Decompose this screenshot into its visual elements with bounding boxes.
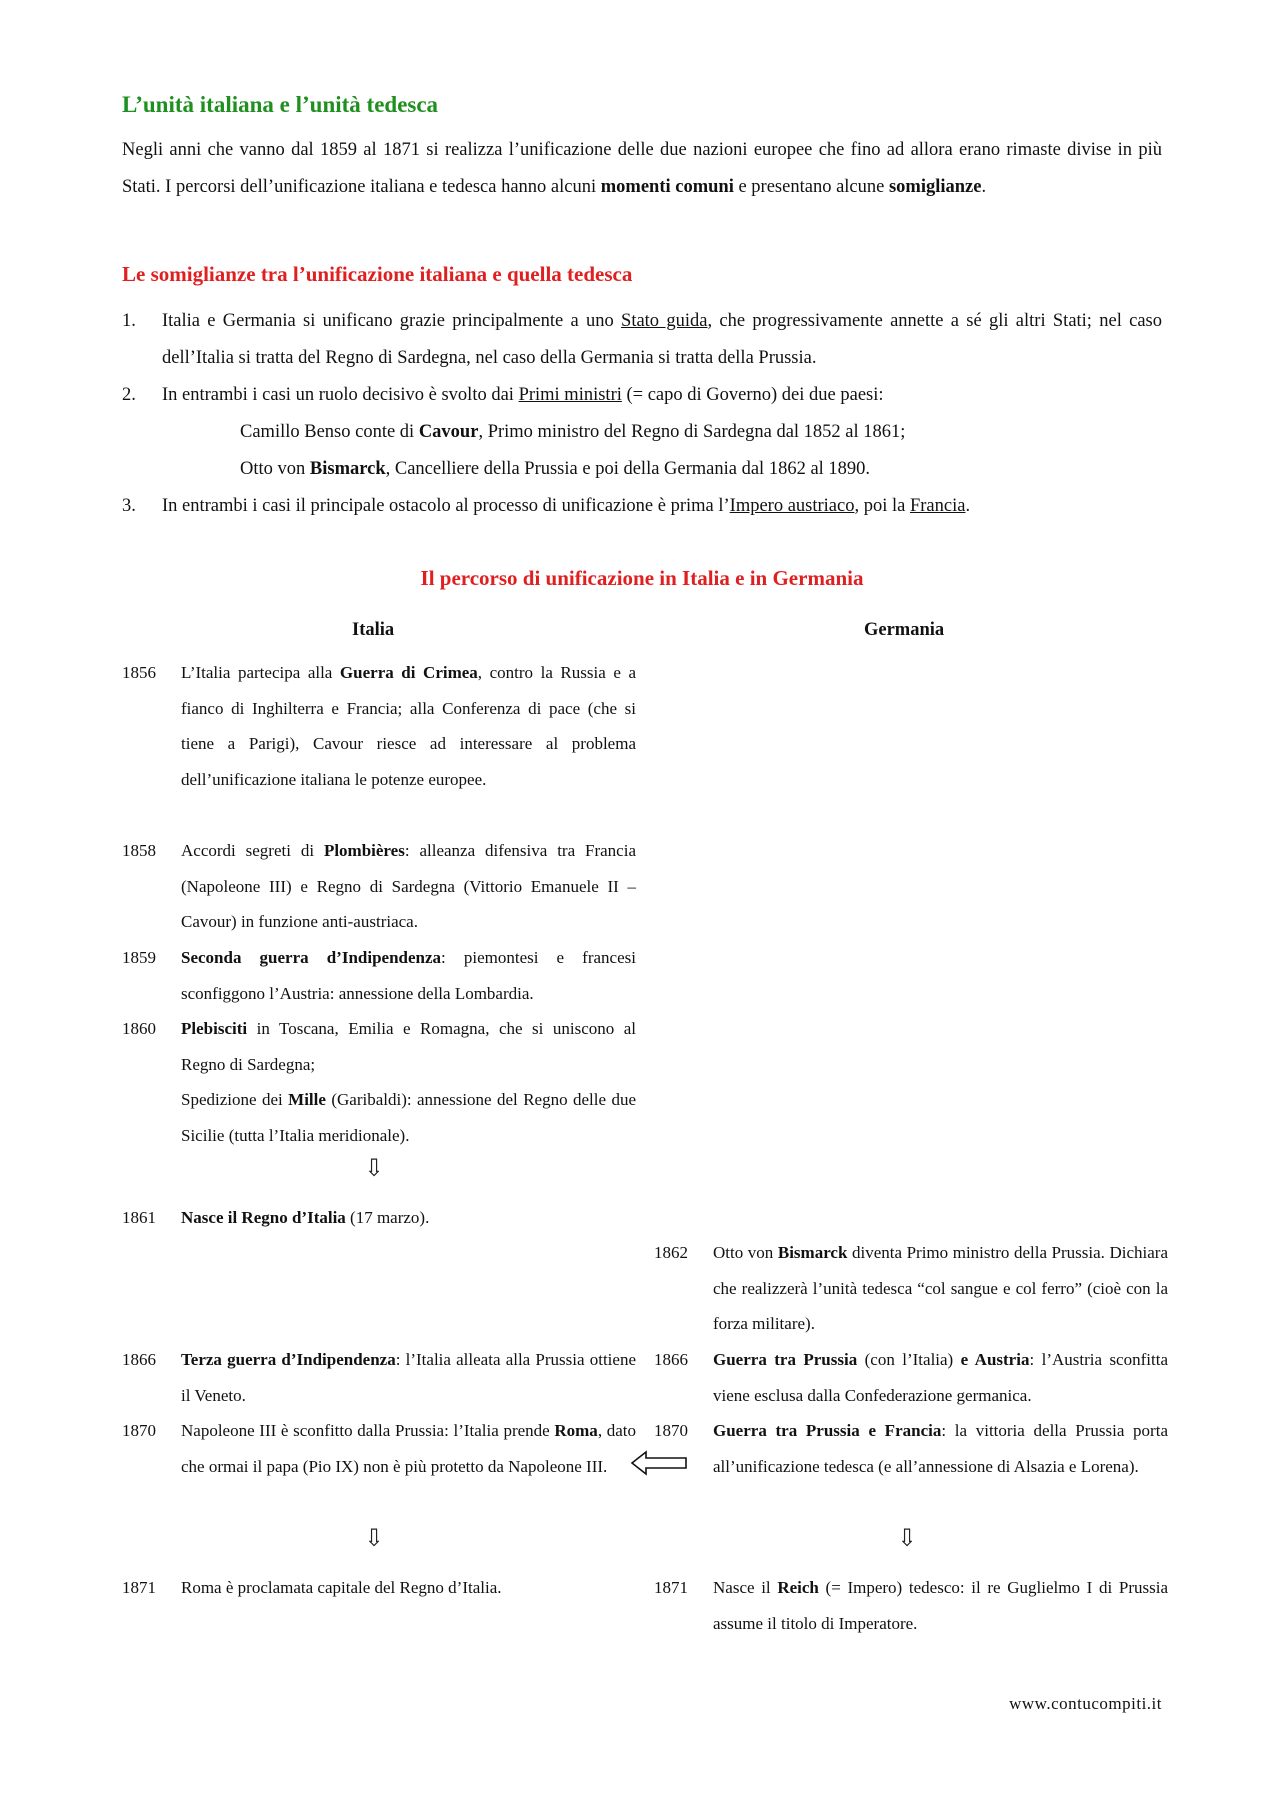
entry-span: Spedizione dei bbox=[181, 1090, 289, 1109]
list-item bbox=[122, 303, 1162, 377]
list-item bbox=[122, 377, 1162, 488]
sub-text: , Cancelliere della Prussia e poi della Germania dal 1862 al 1890. bbox=[385, 459, 871, 479]
entry-bold: Mille bbox=[288, 1090, 326, 1109]
page-title: L’unità italiana e l’unità tedesca bbox=[122, 92, 439, 117]
column-header-italia: Italia bbox=[352, 620, 395, 640]
entry-span: (= Impero) tedesco: il re Guglielmo I di Prussia assume il titolo di Imperatore. bbox=[713, 1578, 1168, 1633]
year-label: 1871 bbox=[122, 1578, 156, 1597]
list-number: 1. bbox=[122, 311, 136, 331]
entry-span: : alleanza difensiva tra Francia (Napoleone III) e Regno di Sardegna (Vittorio Emanuele II – Cavour) in funzione anti-austriaca. bbox=[181, 841, 636, 931]
list-number: 3. bbox=[122, 496, 136, 516]
sub-bold: Cavour bbox=[418, 422, 479, 442]
sub-text: Otto von bbox=[240, 459, 310, 479]
list-text: (= capo di Governo) dei due paesi: bbox=[621, 385, 884, 405]
list-item bbox=[122, 488, 1162, 525]
entry-bold: Guerra di Crimea bbox=[339, 663, 478, 682]
intro-paragraph bbox=[122, 132, 1162, 206]
entry-bold: Plebisciti bbox=[181, 1019, 248, 1038]
entry-span: : piemontesi e francesi sconfiggono l’Austria: annessione della Lombardia. bbox=[181, 948, 636, 1003]
year-label: 1870 bbox=[654, 1421, 688, 1440]
year-label: 1861 bbox=[122, 1208, 156, 1227]
down-arrow-icon: ⇩ bbox=[897, 1526, 918, 1552]
similarities-list bbox=[122, 303, 1162, 525]
entry-bold: Seconda guerra d’Indipendenza bbox=[181, 948, 442, 967]
sub-text: Camillo Benso conte di bbox=[240, 422, 419, 442]
similarities-heading: Le somiglianze tra l’unificazione italiana e quella tedesca bbox=[122, 262, 633, 286]
year-label: 1871 bbox=[654, 1578, 688, 1597]
sub-item-bismarck bbox=[162, 451, 1162, 488]
list-text: In entrambi i casi un ruolo decisivo è svolto dai bbox=[162, 385, 519, 405]
entry-text bbox=[713, 1342, 1168, 1413]
intro-text: Negli anni che vanno dal 1859 al 1871 si realizza l’unificazione delle due nazioni europee che fino ad allora erano rimaste divise in più Stati. I percorsi dell’unificazione italiana e tedesca hanno alcuni bbox=[122, 140, 1162, 197]
entry-bold: Guerra tra Prussia bbox=[713, 1350, 858, 1369]
sub-bold: Bismarck bbox=[309, 459, 386, 479]
entry-bold: e Austria bbox=[960, 1350, 1030, 1369]
entry-bold: Terza guerra d’Indipendenza bbox=[181, 1350, 396, 1369]
entry-span: (con l’Italia) bbox=[857, 1350, 961, 1369]
column-header-germania: Germania bbox=[864, 620, 945, 640]
entry-span: diventa Primo ministro della Prussia. Dichiara che realizzerà l’unità tedesca “col sangue e col ferro” (cioè con la forza militare). bbox=[713, 1243, 1168, 1333]
entry-text bbox=[181, 940, 636, 1011]
list-text: , che progressivamente annette a sé gli altri Stati; nel caso dell’Italia si tratta del Regno di Sardegna, nel caso della Germania si tratta della Prussia. bbox=[162, 311, 1162, 368]
year-label: 1870 bbox=[122, 1421, 156, 1440]
entry-bold: Reich bbox=[777, 1578, 819, 1597]
sub-text: , Primo ministro del Regno di Sardegna dal 1852 al 1861; bbox=[478, 422, 906, 442]
intro-text: e presentano alcune bbox=[733, 177, 889, 197]
entry-bold: Nasce il Regno d’Italia bbox=[181, 1208, 346, 1227]
underlined-term: Francia bbox=[909, 496, 966, 516]
path-heading: Il percorso di unificazione in Italia e in Germania bbox=[420, 566, 864, 590]
entry-span: L’Italia partecipa alla bbox=[181, 663, 340, 682]
year-label: 1860 bbox=[122, 1019, 156, 1038]
entry-bold: Roma bbox=[554, 1421, 598, 1440]
entry-text bbox=[181, 833, 636, 940]
year-label: 1859 bbox=[122, 948, 156, 967]
list-text: . bbox=[965, 496, 971, 516]
year-label: 1858 bbox=[122, 841, 156, 860]
underlined-term: Impero austriaco bbox=[729, 496, 855, 516]
year-label: 1856 bbox=[122, 663, 156, 682]
underlined-term: Primi ministri bbox=[518, 385, 622, 405]
intro-bold: momenti comuni bbox=[600, 177, 734, 197]
intro-bold: somiglianze bbox=[888, 177, 982, 197]
entry-bold: Guerra tra Prussia e Francia bbox=[713, 1421, 942, 1440]
down-arrow-icon: ⇩ bbox=[364, 1156, 385, 1182]
down-arrow-icon: ⇩ bbox=[364, 1526, 385, 1552]
entry-span: (Garibaldi): annessione del Regno delle due Sicilie (tutta l’Italia meridionale). bbox=[181, 1090, 636, 1145]
footer-url: www.contucompiti.it bbox=[1009, 1694, 1162, 1713]
entry-span: Napoleone III è sconfitto dalla Prussia: l’Italia prende bbox=[181, 1421, 555, 1440]
entry-span: , dato che ormai il papa (Pio IX) non è più protetto da Napoleone III. bbox=[181, 1421, 636, 1476]
entry-span: (17 marzo). bbox=[345, 1208, 430, 1227]
entry-bold: Bismarck bbox=[777, 1243, 848, 1262]
left-arrow-icon bbox=[630, 1450, 688, 1476]
year-label: 1866 bbox=[122, 1350, 156, 1369]
entry-span: : la vittoria della Prussia porta all’unificazione tedesca (e all’annessione di Alsazia e Lorena). bbox=[713, 1421, 1168, 1476]
entry-bold: Plombières bbox=[323, 841, 405, 860]
entry-text: Roma è proclamata capitale del Regno d’Italia. bbox=[181, 1578, 502, 1597]
entry-span: , contro la Russia e a fianco di Inghilterra e Francia; alla Conferenza di pace (che si tiene a Parigi), Cavour riesce ad interessare al problema dell’unificazione italiana le potenze europee. bbox=[181, 663, 636, 789]
entry-span: in Toscana, Emilia e Romagna, che si uniscono al Regno di Sardegna; bbox=[181, 1019, 636, 1074]
entry-span: : l’Austria sconfitta viene esclusa dalla Confederazione germanica. bbox=[713, 1350, 1168, 1405]
entry-span: Accordi segreti di bbox=[181, 841, 324, 860]
entry-span: : l’Italia alleata alla Prussia ottiene il Veneto. bbox=[181, 1350, 636, 1405]
year-label: 1862 bbox=[654, 1243, 688, 1262]
year-label: 1866 bbox=[654, 1350, 688, 1369]
entry-text bbox=[181, 1011, 636, 1153]
entry-text bbox=[181, 1200, 636, 1236]
entry-text bbox=[181, 1342, 636, 1413]
list-number: 2. bbox=[122, 385, 136, 405]
entry-text bbox=[181, 1413, 636, 1484]
entry-span: Nasce il bbox=[713, 1578, 778, 1597]
list-text: In entrambi i casi il principale ostacolo al processo di unificazione è prima l’ bbox=[162, 496, 730, 516]
entry-text bbox=[181, 655, 636, 797]
intro-text: . bbox=[981, 177, 987, 197]
list-text: Italia e Germania si unificano grazie principalmente a uno bbox=[162, 311, 622, 331]
entry-text bbox=[713, 1235, 1168, 1342]
entry-span: Otto von bbox=[713, 1243, 778, 1262]
sub-item-cavour bbox=[162, 414, 1162, 451]
underlined-term: Stato guida bbox=[621, 311, 708, 331]
list-text: , poi la bbox=[854, 496, 910, 516]
entry-text bbox=[713, 1570, 1168, 1641]
entry-text bbox=[713, 1413, 1168, 1484]
